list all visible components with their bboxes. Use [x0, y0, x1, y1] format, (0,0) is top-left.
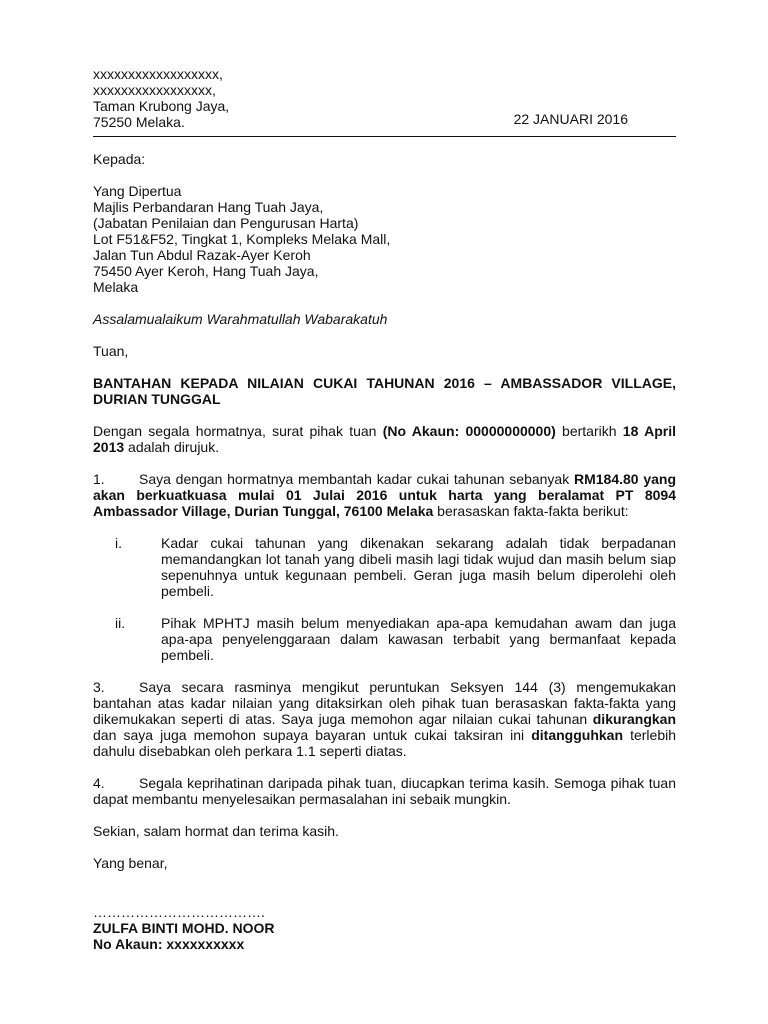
letter-subject: BANTAHAN KEPADA NILAIAN CUKAI TAHUNAN 2016 – AMBASSADOR VILLAGE, DURIAN TUNGGAL	[93, 375, 676, 407]
recipient-line: Yang Dipertua	[93, 183, 182, 199]
paragraph-1	[93, 471, 676, 519]
sender-line-1: xxxxxxxxxxxxxxxxxx,	[93, 66, 223, 82]
intro-text: bertarikh	[555, 423, 623, 439]
paragraph-text: Segala keprihatinan daripada pihak tuan, diucapkan terima kasih. Semoga pihak tuan dapat membantu menyelesaikan permasalahan ini sebaik mungkin.	[93, 775, 676, 807]
signature-line: ……………………………….	[93, 904, 265, 920]
sender-line-2: xxxxxxxxxxxxxxxxx,	[93, 82, 216, 98]
recipient-line: (Jabatan Penilaian dan Pengurusan Harta)	[93, 215, 359, 231]
recipient-block	[93, 151, 676, 295]
letter-date: 22 JANUARI 2016	[513, 111, 628, 127]
closing-line: Sekian, salam hormat dan terima kasih.	[93, 823, 339, 839]
intro-account-number: (No Akaun: 00000000000)	[382, 423, 556, 439]
salutation: Tuan,	[93, 343, 129, 359]
paragraph-text: dan saya juga memohon supaya bayaran untuk cukai taksiran ini	[93, 727, 532, 743]
sub-item-text: Kadar cukai tahunan yang dikenakan sekarang adalah tidak berpadanan memandangkan lot tanah yang dibeli masih lagi tidak wujud dan masih belum siap sepenuhnya untuk kegunaan pembeli. Geran juga masih belum diperolehi oleh pembeli.	[161, 535, 676, 599]
intro-reference-date: 18 April 2013	[93, 423, 676, 455]
intro-text: adalah dirujuk.	[124, 439, 220, 455]
paragraph-number: 4.	[93, 775, 105, 791]
paragraph-bold-text: dikurangkan	[592, 711, 676, 727]
sender-line-4: 75250 Melaka.	[93, 114, 185, 130]
recipient-line: 75450 Ayer Keroh, Hang Tuah Jaya,	[93, 263, 319, 279]
paragraph-number: 1.	[93, 471, 105, 487]
signature-block	[93, 904, 676, 952]
paragraph-bold-text: RM184.80 yang akan berkuatkuasa mulai 01 Julai 2016 untuk harta yang beralamat PT 8094 Ambassador Village, Durian Tunggal, 76100 Melaka	[93, 471, 676, 519]
recipient-line: Lot F51&F52, Tingkat 1, Kompleks Melaka Mall,	[93, 231, 391, 247]
paragraph-text: berasaskan fakta-fakta berikut:	[433, 503, 629, 519]
recipient-to-label: Kepada:	[93, 151, 146, 167]
sender-address	[93, 66, 676, 130]
sender-line-3: Taman Krubong Jaya,	[93, 98, 230, 114]
sub-item-1	[93, 535, 676, 599]
sub-item-numeral: ii.	[115, 615, 126, 631]
letter-page	[93, 66, 676, 952]
recipient-line: Majlis Perbandaran Hang Tuah Jaya,	[93, 199, 324, 215]
greeting: Assalamualaikum Warahmatullah Wabarakatuh	[93, 311, 388, 327]
paragraph-text: terlebih dahulu disebabkan oleh perkara 1.1 seperti diatas.	[93, 727, 677, 759]
paragraph-3	[93, 679, 676, 759]
sub-item-numeral: i.	[115, 535, 122, 551]
paragraph-4	[93, 775, 676, 807]
intro-paragraph	[93, 423, 676, 455]
signatory-name: ZULFA BINTI MOHD. NOOR	[93, 920, 275, 936]
intro-text: Dengan segala hormatnya, surat pihak tuan	[93, 423, 383, 439]
signatory-account: No Akaun: xxxxxxxxxx	[93, 936, 245, 952]
paragraph-text: Saya dengan hormatnya membantah kadar cukai tahunan sebanyak	[139, 471, 574, 487]
paragraph-text: Saya secara rasminya mengikut peruntukan Seksyen 144 (3) mengemukakan bantahan atas kadar nilaian yang ditaksirkan oleh pihak tuan berasaskan fakta-fakta yang dikemukakan seperti di atas. Saya juga memohon agar nilaian cukai tahunan	[93, 679, 676, 727]
sub-item-2	[93, 615, 676, 663]
paragraph-bold-text: ditangguhkan	[531, 727, 623, 743]
sign-off: Yang benar,	[93, 855, 168, 871]
sub-item-text: Pihak MPHTJ masih belum menyediakan apa-apa kemudahan awam dan juga apa-apa penyelenggaraan dalam kawasan terbabit yang bermanfaat kepada pembeli.	[161, 615, 676, 663]
recipient-line: Melaka	[93, 279, 139, 295]
recipient-line: Jalan Tun Abdul Razak-Ayer Keroh	[93, 247, 311, 263]
paragraph-number: 3.	[93, 679, 105, 695]
